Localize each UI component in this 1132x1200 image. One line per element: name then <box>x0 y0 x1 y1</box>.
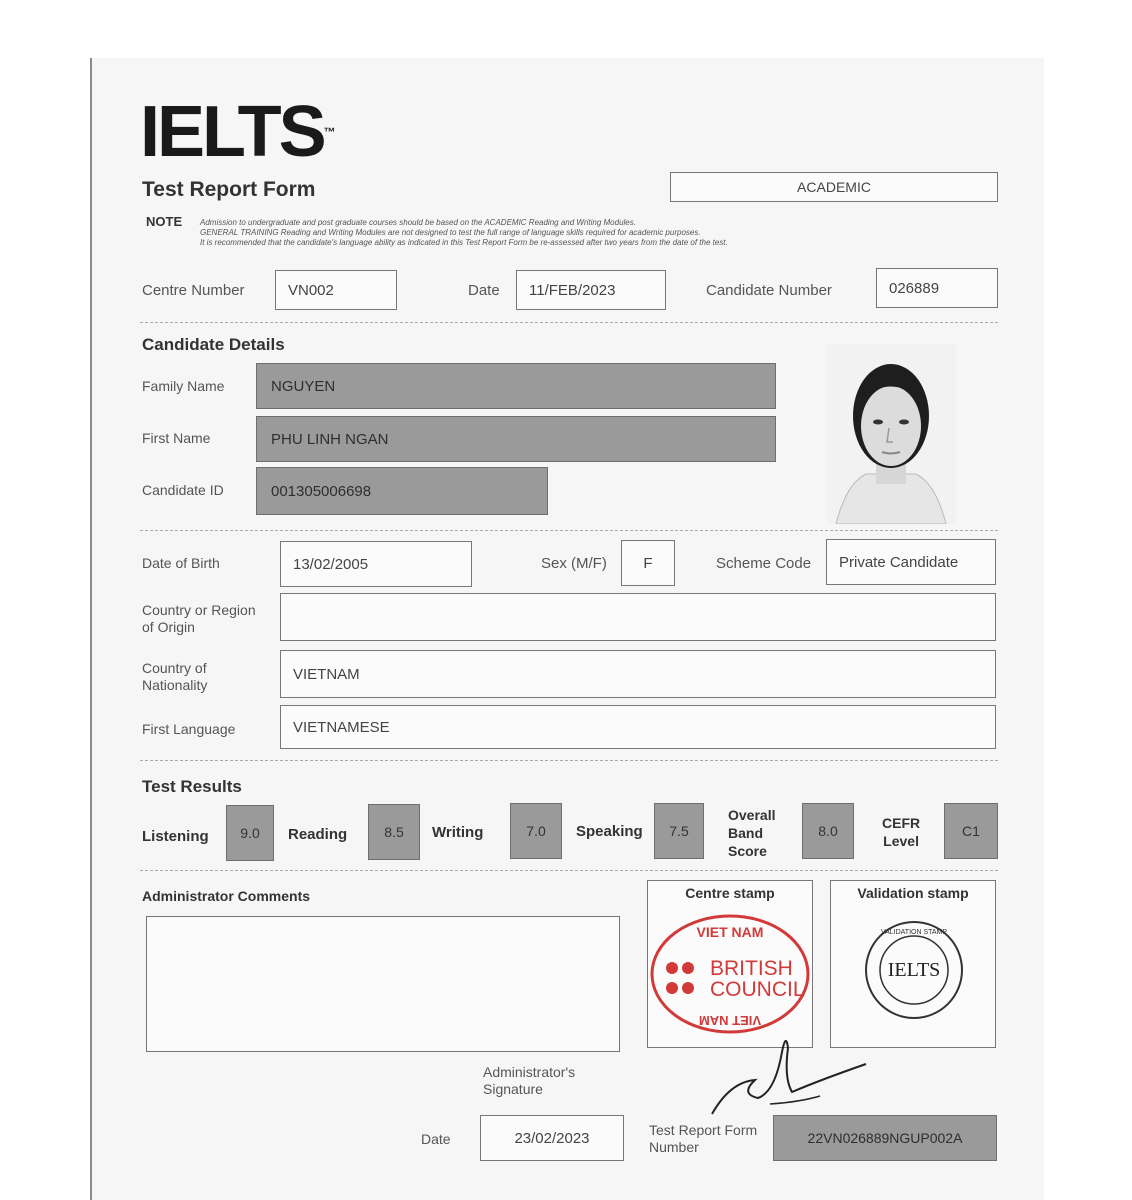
validation-stamp-label: Validation stamp <box>857 885 969 901</box>
issue-date-label: Date <box>421 1131 451 1147</box>
reading-score: 8.5 <box>368 804 420 860</box>
stamp-text-british: BRITISH <box>710 957 793 980</box>
issue-date-field: 23/02/2023 <box>480 1115 624 1161</box>
form-title: Test Report Form <box>142 178 316 201</box>
candidate-photo <box>826 344 956 524</box>
listening-score: 9.0 <box>226 805 274 861</box>
family-name-label: Family Name <box>142 378 225 394</box>
note-line-1: Admission to undergraduate and post graduate courses should be based on the ACADEMIC Reading and Writing Modules. <box>200 218 636 227</box>
note-text <box>200 218 728 248</box>
admin-signature-label: Administrator's Signature <box>483 1064 576 1097</box>
scheme-code-label: Scheme Code <box>716 555 812 572</box>
speaking-label: Speaking <box>576 823 643 840</box>
centre-number-field: VN002 <box>275 270 397 310</box>
candidate-details-title: Candidate Details <box>142 335 285 354</box>
note-label: NOTE <box>146 214 183 229</box>
stamp-text-council: COUNCIL <box>710 978 805 1001</box>
trademark: ™ <box>323 125 336 139</box>
sex-label: Sex (M/F) <box>541 555 607 572</box>
validation-seal <box>862 918 966 1022</box>
candidate-number-field: 026889 <box>876 268 998 308</box>
separator <box>140 322 998 323</box>
separator <box>140 530 998 531</box>
speaking-score: 7.5 <box>654 803 704 859</box>
candidate-number-label: Candidate Number <box>706 282 832 299</box>
separator <box>140 760 998 761</box>
cefr-level-label: CEFR Level <box>882 815 921 849</box>
candidate-id-label: Candidate ID <box>142 482 224 498</box>
stamp-text-top: VIET NAM <box>696 924 764 940</box>
ielts-logo: IELTS™ <box>140 92 336 172</box>
test-results-title: Test Results <box>142 777 242 796</box>
trf-number-label: Test Report Form Number <box>649 1122 758 1155</box>
centre-number-label: Centre Number <box>142 282 245 299</box>
origin-field <box>280 593 996 641</box>
validation-ring-text: VALIDATION STAMP <box>880 929 948 936</box>
admin-comments-label: Administrator Comments <box>142 888 311 904</box>
cefr-level-score: C1 <box>944 803 998 859</box>
first-language-field: VIETNAMESE <box>280 705 996 749</box>
family-name-field: NGUYEN <box>256 363 776 409</box>
date-label: Date <box>468 282 500 299</box>
british-council-stamp <box>648 912 814 1036</box>
first-language-label: First Language <box>142 721 236 737</box>
listening-label: Listening <box>142 828 209 845</box>
scheme-code-field: Private Candidate <box>826 539 996 585</box>
origin-label: Country or Region of Origin <box>142 602 256 635</box>
sex-field: F <box>621 540 675 586</box>
overall-band-label: Overall Band Score <box>728 807 776 859</box>
reading-label: Reading <box>288 826 348 843</box>
candidate-id-field: 001305006698 <box>256 467 548 515</box>
overall-band-score: 8.0 <box>802 803 854 859</box>
dob-field: 13/02/2005 <box>280 541 472 587</box>
note-line-3: It is recommended that the candidate's language ability as indicated in this Test Report Form be re-assessed after two years from the date of the test. <box>200 238 728 247</box>
first-name-label: First Name <box>142 430 211 446</box>
test-date-field: 11/FEB/2023 <box>516 270 666 310</box>
writing-label: Writing <box>432 824 484 841</box>
centre-stamp-label: Centre stamp <box>685 885 775 901</box>
trf-number-field: 22VN026889NGUP002A <box>773 1115 997 1161</box>
nationality-field: VIETNAM <box>280 650 996 698</box>
signature <box>700 1022 880 1122</box>
stamp-text-bottom: VIET NAM <box>698 1013 762 1028</box>
module-field: ACADEMIC <box>670 172 998 202</box>
note-line-2: GENERAL TRAINING Reading and Writing Modules are not designed to test the full range of language skills required for academic purposes. <box>200 228 701 237</box>
writing-score: 7.0 <box>510 803 562 859</box>
dob-label: Date of Birth <box>142 555 220 571</box>
nationality-label: Country of Nationality <box>142 660 208 693</box>
validation-logo: IELTS <box>887 959 941 981</box>
separator <box>140 870 998 871</box>
first-name-field: PHU LINH NGAN <box>256 416 776 462</box>
admin-comments-box <box>146 916 620 1052</box>
